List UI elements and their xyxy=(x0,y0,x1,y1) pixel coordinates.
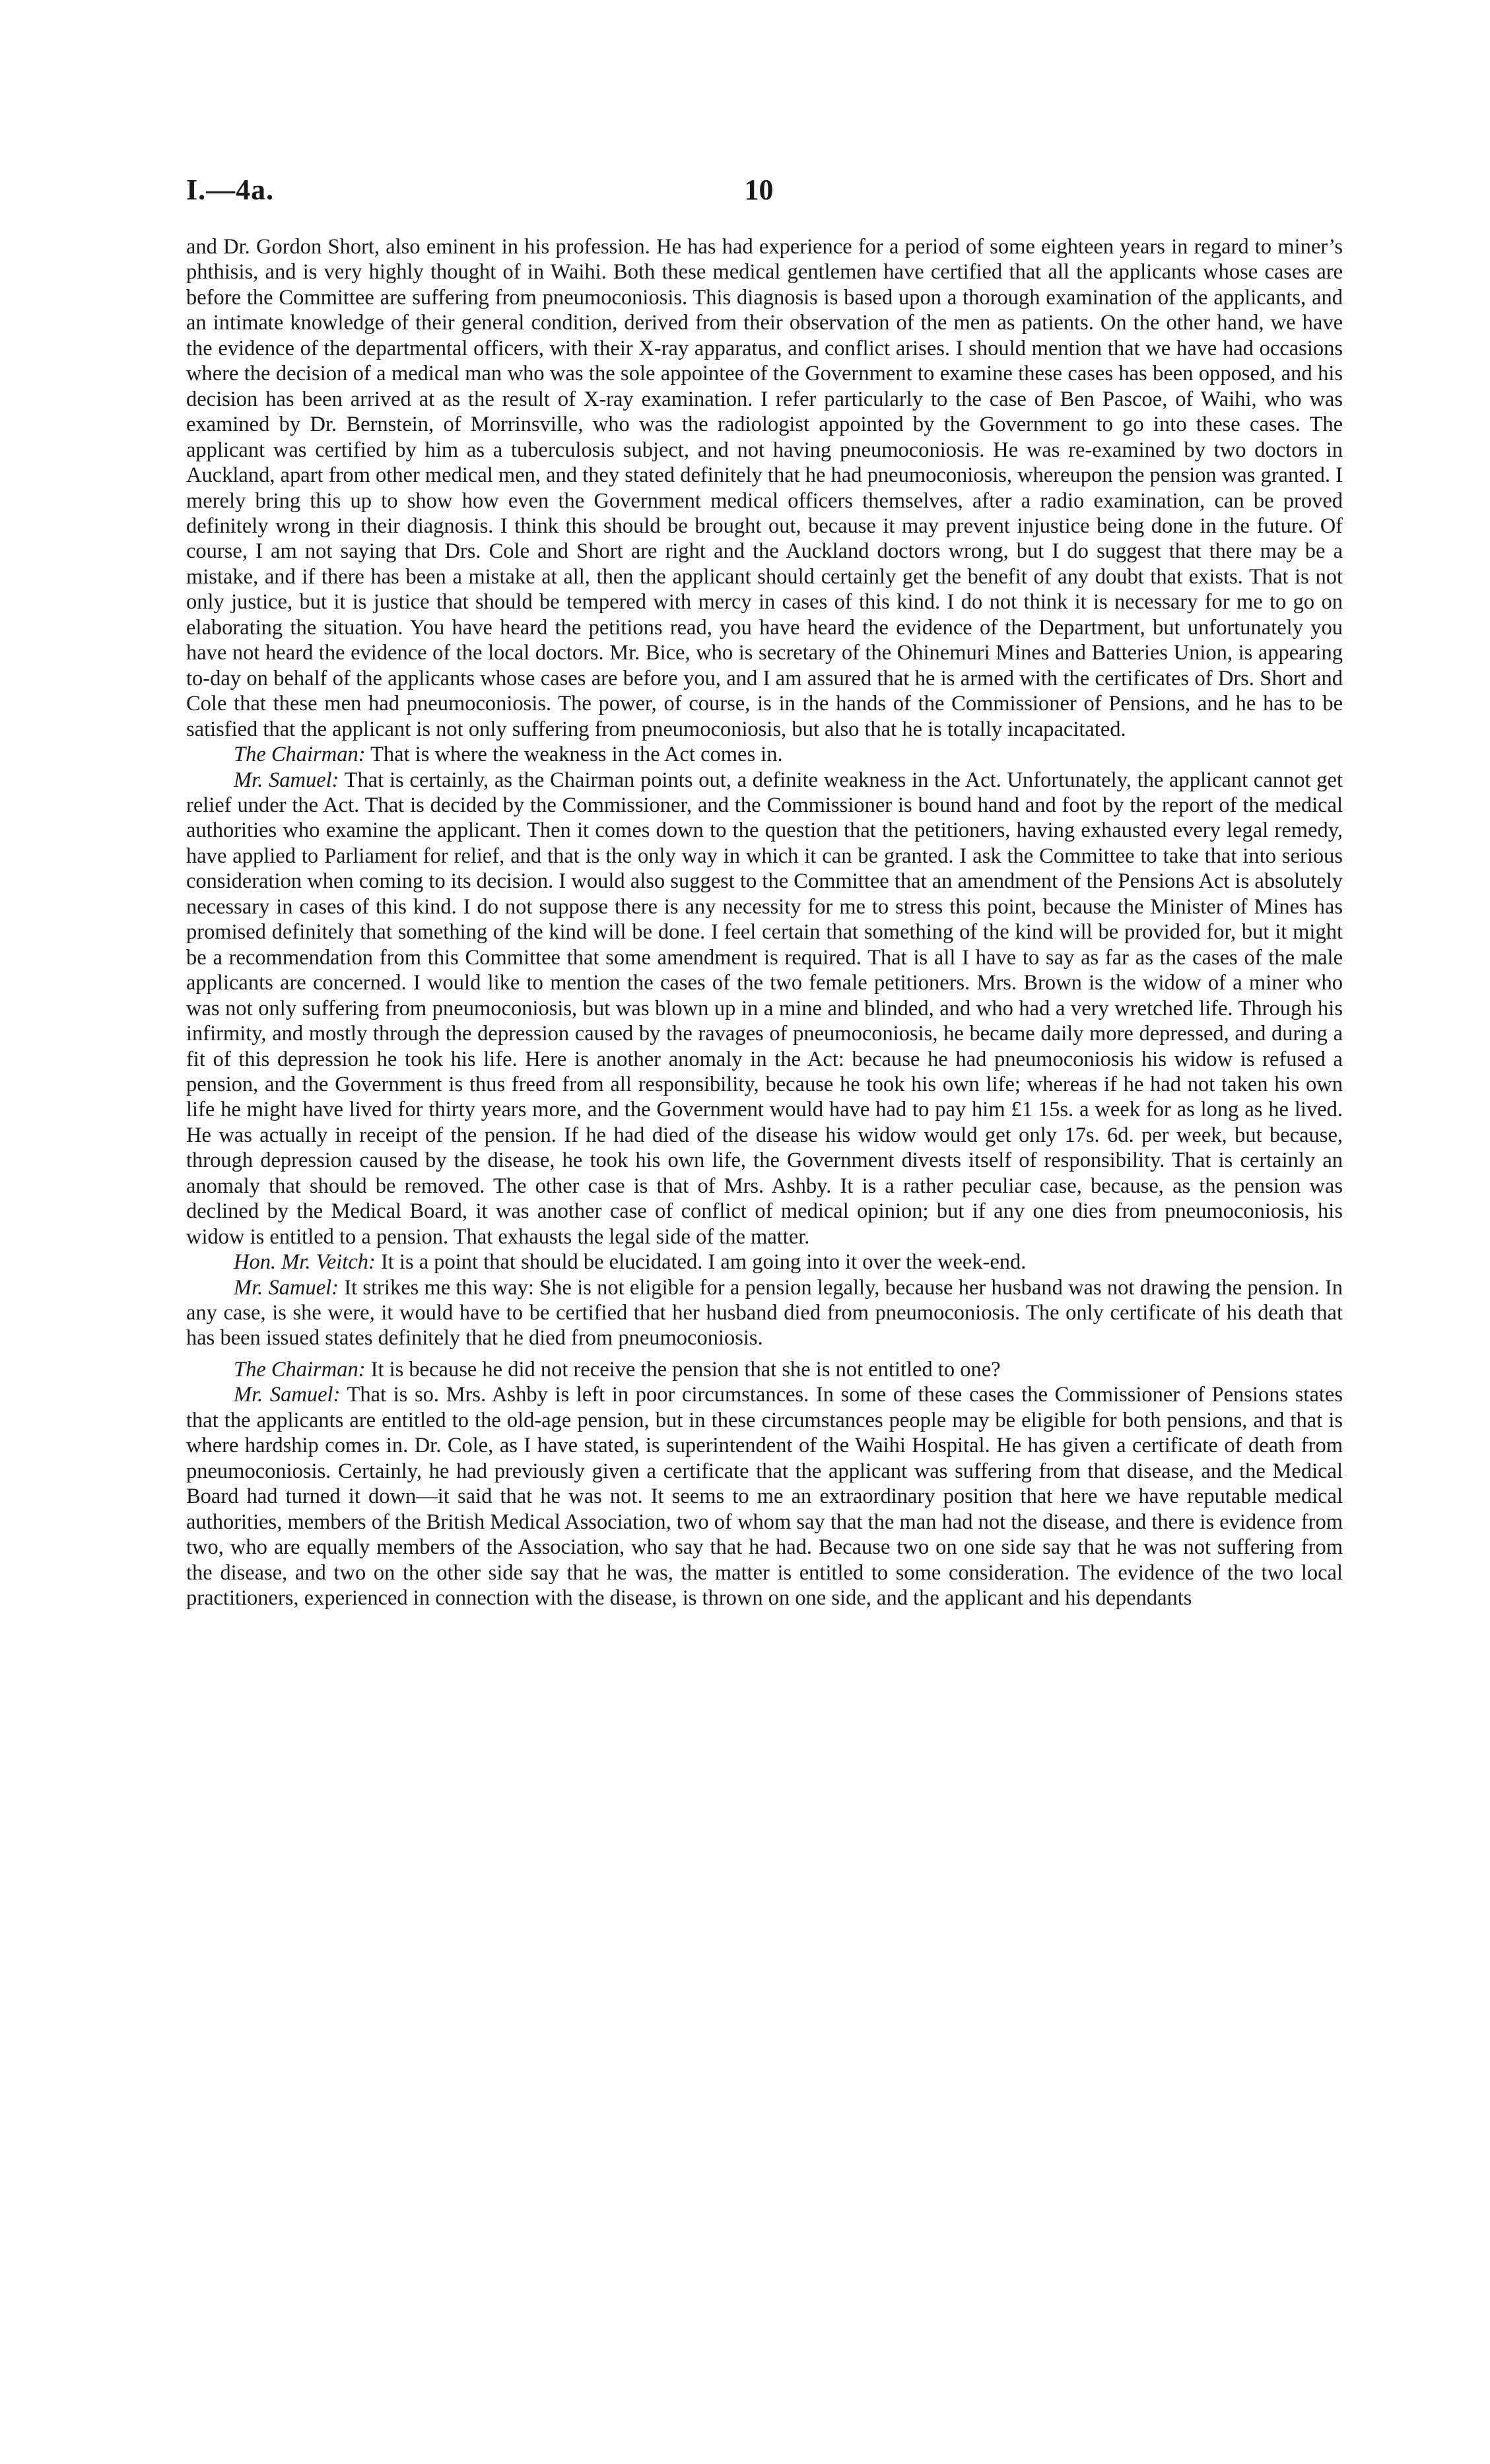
speaker-name: Hon. Mr. Veitch: xyxy=(234,1250,376,1275)
paragraph-text: That is certainly, as the Chairman points out, a definite weakness in the Act. Unfortunately, the applicant cannot get relief under the Act. That is decided by the Commissioner, and the Commissioner is bound hand and foot by the report of the medical authorities who examine the applicant. Then it comes down to the question that the petitioners, having exhausted every legal remedy, have applied to Parliament for relief, and that is the only way in which it can be granted. I ask the Committee to take that into serious consideration when coming to its decision. I would also suggest to the Committee that an amendment of the Pensions Act is absolutely necessary in cases of this kind. I do not suppose there is any necessity for me to stress this point, because the Minister of Mines has promised definitely that something of the kind will be done. I feel certain that something of the kind will be provided for, but it might be a recommendation from this Committee that some amendment is required. That is all I have to say as far as the cases of the male applicants are concerned. I would like to mention the cases of the two female petitioners. Mrs. Brown is the widow of a miner who was not only suffering from pneumoconiosis, but was blown up in a mine and blinded, and who had a very wretched life. Through his infirmity, and mostly through the depression caused by the ravages of pneumoconiosis, he became daily more depressed, and during a fit of this depression he took his life. Here is another anomaly in the Act: because he had pneumoconiosis his widow is refused a pension, and the Government is thus freed from all responsibility, because he took his own life; whereas if he had not taken his own life he might have lived for thirty years more, and the Government would have had to pay him £1 15s. a week for as long as he lived. He was actually in receipt of the pension. If he had died of the disease his widow would get only 17s. 6d. per week, but because, through depression caused by the disease, he took his own life, the Government divests itself of responsibility. That is certainly an anomaly that should be removed. The other case is that of Mrs. Ashby. It is a rather peculiar case, because, as the pension was declined by the Medical Board, it was another case of conflict of medical opinion; but if any one dies from pneumoconiosis, his widow is entitled to a pension. That exhausts the legal side of the matter. xyxy=(186,768,1343,1249)
paragraph xyxy=(186,1275,1343,1351)
paragraph-text: It strikes me this way: She is not eligible for a pension legally, because her husband was not drawing the pension. In any case, is she were, it would have to be certified that her husband died from pneumoconiosis. The only certificate of his death that has been issued states definitely that he died from pneumoconiosis. xyxy=(186,1275,1343,1350)
speaker-name: Mr. Samuel: xyxy=(234,768,339,792)
document-reference: I.—4a. xyxy=(186,174,275,206)
speaker-name: The Chairman: xyxy=(234,1357,366,1382)
page-number: 10 xyxy=(744,174,774,206)
paragraph-text: It is a point that should be elucidated. I am going into it over the week-end. xyxy=(380,1250,1027,1275)
paragraph-text: That is where the weakness in the Act comes in. xyxy=(370,743,783,767)
body-text xyxy=(186,234,1343,1611)
paragraph xyxy=(186,1357,1343,1382)
speaker-name: Mr. Samuel: xyxy=(234,1275,339,1300)
paragraph xyxy=(186,1249,1343,1275)
speaker-name: Mr. Samuel: xyxy=(234,1383,341,1407)
paragraph-text: and Dr. Gordon Short, also eminent in his profession. He has had experience for a period of some eighteen years in regard to miner’s phthisis, and is very highly thought of in Waihi. Both these medical gentlemen have certified that all the applicants whose cases are before the Committee are suffering from pneumoconiosis. This diagnosis is based upon a thorough examination of the applicants, and an intimate knowledge of their general condition, derived from their observation of the men as patients. On the other hand, we have the evidence of the departmental officers, with their X-ray apparatus, and conflict arises. I should mention that we have had occasions where the decision of a medical man who was the sole appointee of the Government to examine these cases has been opposed, and his decision has been arrived at as the result of X-ray examination. I refer particularly to the case of Ben Pascoe, of Waihi, who was examined by Dr. Bernstein, of Morrinsville, who was the radiologist appointed by the Government to go into these cases. The applicant was certified by him as a tuberculosis subject, and not having pneumoconiosis. He was re-examined by two doctors in Auckland, apart from other medical men, and they stated definitely that he had pneumoconiosis, whereupon the pension was granted. I merely bring this up to show how even the Government medical officers themselves, after a radio examination, can be proved definitely wrong in their diagnosis. I think this should be brought out, because it may prevent injustice being done in the future. Of course, I am not saying that Drs. Cole and Short are right and the Auckland doctors wrong, but I do suggest that there may be a mistake, and if there has been a mistake at all, then the applicant should certainly get the benefit of any doubt that exists. That is not only justice, but it is justice that should be tempered with mercy in cases of this kind. I do not think it is necessary for me to go on elaborating the situation. You have heard the petitions read, you have heard the evidence of the Department, but unfortunately you have not heard the evidence of the local doctors. Mr. Bice, who is secretary of the Ohinemuri Mines and Batteries Union, is appearing to-day on behalf of the applicants whose cases are before you, and I am assured that he is armed with the certificates of Drs. Short and Cole that these men had pneumoconiosis. The power, of course, is in the hands of the Commissioner of Pensions, and he has to be satisfied that the applicant is not only suffering from pneumoconiosis, but also that he is totally incapacitated. xyxy=(186,235,1343,741)
paragraph-text: That is so. Mrs. Ashby is left in poor circumstances. In some of these cases the Commissioner of Pensions states that the applicants are entitled to the old-age pension, but in these circumstances people may be eligible for both pensions, and that is where hardship comes in. Dr. Cole, as I have stated, is superintendent of the Waihi Hospital. He has given a certificate of death from pneumoconiosis. Certainly, he had previously given a certificate that the applicant was suffering from that disease, and the Medical Board had turned it down—it said that he was not. It seems to me an extraordinary position that here we have reputable medical authorities, members of the British Medical Association, two of whom say that the man had not the disease, and there is evidence from two, who are equally members of the Association, who say that he had. Because two on one side say that he was not suffering from the disease, and two on the other side say that he was, the matter is entitled to some consideration. The evidence of the two local practitioners, experienced in connection with the disease, is thrown on one side, and the applicant and his dependants xyxy=(186,1383,1343,1611)
paragraph xyxy=(186,234,1343,742)
speaker-name: The Chairman: xyxy=(234,743,366,767)
paragraph xyxy=(186,1382,1343,1611)
page-header xyxy=(186,173,1332,213)
paragraph-text: It is because he did not receive the pension that she is not entitled to one? xyxy=(370,1357,1001,1382)
paragraph xyxy=(186,742,1343,767)
paragraph xyxy=(186,768,1343,1250)
